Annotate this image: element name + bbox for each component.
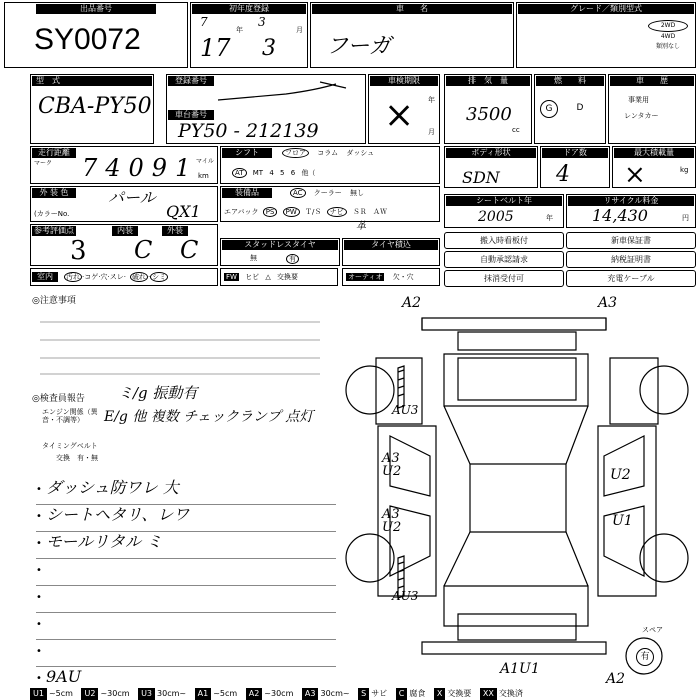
cond-burn: コゲ (84, 273, 99, 281)
color-change-label: (カラーNo. (34, 210, 70, 218)
legend-item: X 交換要 (434, 689, 471, 698)
equip-label: 装備品 (222, 188, 272, 198)
tire-missing: 欠・穴 (392, 273, 414, 281)
mark-a3u2-left2: A3 U2 (382, 507, 402, 535)
tire-crack: ヒビ (245, 273, 260, 281)
recycle-unit: 円 (682, 214, 689, 222)
equip-leather: 革 (356, 221, 366, 232)
model-label: 車 名 (312, 4, 512, 14)
engine-label: エンジン関係（異音・不調等） (42, 408, 98, 424)
timing-label: タイミングベルト (42, 442, 98, 450)
cond-tear: 破れ (131, 273, 146, 281)
doc-warranty: 新車保証書 (566, 232, 696, 249)
first-reg-year: 17 (200, 34, 231, 62)
equip-aw: ＡＷ (373, 208, 388, 216)
legend-item: U1 ~5cm (30, 689, 73, 698)
legend-item: C 腐食 (396, 689, 426, 698)
equip-ps: PS (263, 207, 278, 217)
type-value: CBA-PY50 (38, 94, 152, 119)
cond-dirt: 汚れ (66, 273, 80, 281)
note-item: • シートヘタリ、レワ (36, 505, 336, 532)
usage-rental: レンタカー (624, 112, 659, 120)
notice-lines (40, 310, 330, 380)
inspector-label: ◎検査員報告 (32, 394, 85, 404)
interior-cond-options: 汚れ ·コゲ·穴·スレ· 破れ · シミ (66, 273, 167, 281)
note-item: • (36, 586, 336, 613)
recycle-value: 14,430 (592, 206, 648, 225)
capacity-label: 最大積載量 (614, 148, 694, 158)
inspection-year-unit: 年 (428, 96, 435, 104)
cond-hole: 穴 (100, 273, 108, 281)
doors-label: ドア数 (542, 148, 608, 158)
usage-label: 車 歴 (610, 76, 694, 86)
spare-value: 有 (636, 648, 654, 666)
shift-4: 4 (269, 169, 274, 177)
equip-row-b (224, 207, 387, 217)
fuel-g: G (540, 100, 558, 118)
disp-unit: cc (512, 126, 520, 134)
mileage-unit-mile: マイル (196, 158, 214, 165)
first-reg-month-unit: 月 (296, 26, 303, 34)
tire-replace: 交換要 (277, 273, 299, 281)
cond-scuff: スレ (109, 273, 124, 281)
disp-value: 3500 (466, 104, 512, 125)
inspection-mark: × (384, 95, 415, 136)
shift-options-row1 (282, 148, 374, 158)
capacity-unit: kg (680, 166, 689, 174)
body-value: SDN (462, 168, 500, 187)
doc-cable: 充電ケーブル (566, 270, 696, 287)
color-label: 外 装 色 (32, 188, 76, 198)
lot-label: 出品番号 (36, 4, 156, 14)
interior-value: C (134, 236, 153, 264)
shift-dash: ダッシュ (346, 149, 375, 157)
fuel-label: 燃 料 (536, 76, 604, 86)
seatbelt-label: シートベルト年 (446, 196, 562, 206)
cond-stain: シミ (152, 273, 167, 281)
legend-item: A1 ~5cm (195, 689, 238, 698)
tire-fw: FW (226, 273, 237, 281)
notes-list (36, 478, 336, 693)
shift-6: 6 (290, 169, 296, 177)
fuel-d: D (576, 103, 584, 113)
mileage-value: 74091 (82, 154, 199, 182)
legend-item: U2 ~30cm (81, 689, 129, 698)
lot-id: SY0072 (34, 23, 141, 56)
notice-label: ◎注意事項 (32, 296, 76, 306)
shift-floor: フロア (282, 148, 309, 158)
legend-item: A3 30cm~ (302, 689, 350, 698)
drive-4wd: 4WD (660, 33, 676, 40)
disp-label: 排 気 量 (446, 76, 530, 86)
mark-u1-right: U1 (612, 513, 633, 529)
legend (30, 688, 523, 700)
chassis-value: PY50 - 212139 (178, 120, 319, 142)
shift-at: AT (232, 168, 247, 178)
inspection-label: 車検期限 (370, 76, 438, 86)
mark-a2-rear: A2 (606, 671, 626, 687)
shift-label: シフト (222, 148, 272, 158)
spare-label: スペア (642, 626, 663, 634)
equip-airbag: エアバック (224, 208, 259, 216)
inspection-month-unit: 月 (428, 128, 435, 136)
doc-approval: 自動承認請求 (444, 251, 564, 268)
mark-a1u1-rear: A1U1 (500, 661, 540, 677)
doors-value: 4 (556, 162, 570, 187)
mileage-unit-km: km (198, 172, 209, 180)
mark-a3-front: A3 (598, 295, 618, 311)
score-value: 3 (70, 236, 87, 266)
mileage-label: 走行距離 (32, 148, 76, 158)
shift-other: 他（ (301, 169, 316, 177)
score-label: 参考評価点 (34, 226, 74, 235)
grade-label: グレード／類別型式 (518, 4, 694, 14)
drive-none: 類別なし (655, 43, 680, 50)
mark-au3-left: AU3 (392, 403, 419, 417)
equip-sr: ＳＲ (352, 208, 367, 216)
regno-label: 登録番号 (168, 76, 214, 86)
studless-none: 無 (250, 254, 257, 262)
regno-strike (216, 80, 356, 104)
capacity-mark: × (624, 160, 646, 190)
chassis-label: 車台番号 (168, 110, 214, 120)
exterior-value: C (180, 236, 199, 264)
interior-cond-label: 室内 (32, 272, 58, 282)
shift-column: コラム (317, 149, 339, 157)
tire-load-options (346, 272, 414, 282)
tire-audio: オーティオ (348, 273, 383, 281)
equip-none: 無し (350, 189, 365, 197)
legend-item: U3 30cm~ (138, 689, 186, 698)
studless-yes: 有 (286, 254, 299, 264)
doc-board: 搬入時看板付 (444, 232, 564, 249)
color-value: パール (108, 188, 156, 207)
tire-label: タイヤ積込 (344, 240, 438, 250)
note-item: • ダッシュ防ワレ 大 (36, 478, 336, 505)
legend-item: XX 交換済 (480, 689, 523, 698)
inspector-line2: E/g 他 複数 チェックランプ 点灯 (104, 409, 314, 425)
legend-item: A2 ~30cm (246, 689, 294, 698)
first-reg-month: 3 (262, 36, 276, 61)
interior-label: 内装 (112, 226, 138, 236)
exterior-label: 外装 (162, 226, 188, 236)
inspector-line1: ミ/g 振動有 (118, 384, 198, 402)
mark-a3u2-left1: A3 U2 (382, 451, 402, 479)
drive-2wd: 2WD (648, 20, 688, 32)
mark-a2-front: A2 (402, 295, 422, 311)
seatbelt-unit: 年 (546, 214, 553, 222)
timing-options: 交換 有・無 (56, 454, 98, 462)
note-item: • モールリタル ミ (36, 532, 336, 559)
first-reg-month-mark: 3 (258, 15, 266, 29)
mileage-sub: マーク (34, 160, 53, 167)
equip-ac: AC (290, 188, 306, 198)
body-label: ボディ形状 (446, 148, 536, 158)
note-item: • (36, 613, 336, 640)
first-reg-year-unit: 年 (236, 26, 243, 34)
equip-cooler: クーラー (313, 189, 342, 197)
equip-ts: Ｔ/Ｓ (304, 208, 322, 216)
shift-mt: MT (252, 169, 264, 177)
equip-row-a (290, 188, 364, 198)
mark-u2-right: U2 (610, 467, 631, 483)
note-item: • (36, 640, 336, 667)
tire-tri: △ (265, 273, 271, 281)
equip-nav: ナビ (327, 207, 347, 217)
doc-tax: 納税証明書 (566, 251, 696, 268)
usage-business: 事業用 (628, 96, 649, 104)
mark-au3-left-rear: AU3 (392, 589, 419, 603)
studless-label: スタッドレスタイヤ (222, 240, 338, 250)
note-item: • 9AU (36, 667, 82, 686)
seatbelt-value: 2005 (478, 209, 514, 225)
shift-5: 5 (280, 169, 285, 177)
color-code: QX1 (166, 202, 201, 221)
recycle-label: リサイクル料金 (568, 196, 694, 206)
type-label: 型 式 (32, 76, 152, 86)
shift-options-row2 (232, 168, 315, 178)
drive-options (648, 20, 688, 52)
first-reg-label: 初年度登録 (192, 4, 306, 14)
doc-cancel: 抹消受付可 (444, 270, 564, 287)
legend-item: S サビ (358, 689, 387, 698)
note-item: • (36, 559, 336, 586)
first-reg-era: 7 (200, 15, 208, 29)
model-name: フーガ (326, 34, 391, 59)
tire-cond-options (224, 272, 298, 282)
equip-pw: PW (283, 207, 300, 217)
